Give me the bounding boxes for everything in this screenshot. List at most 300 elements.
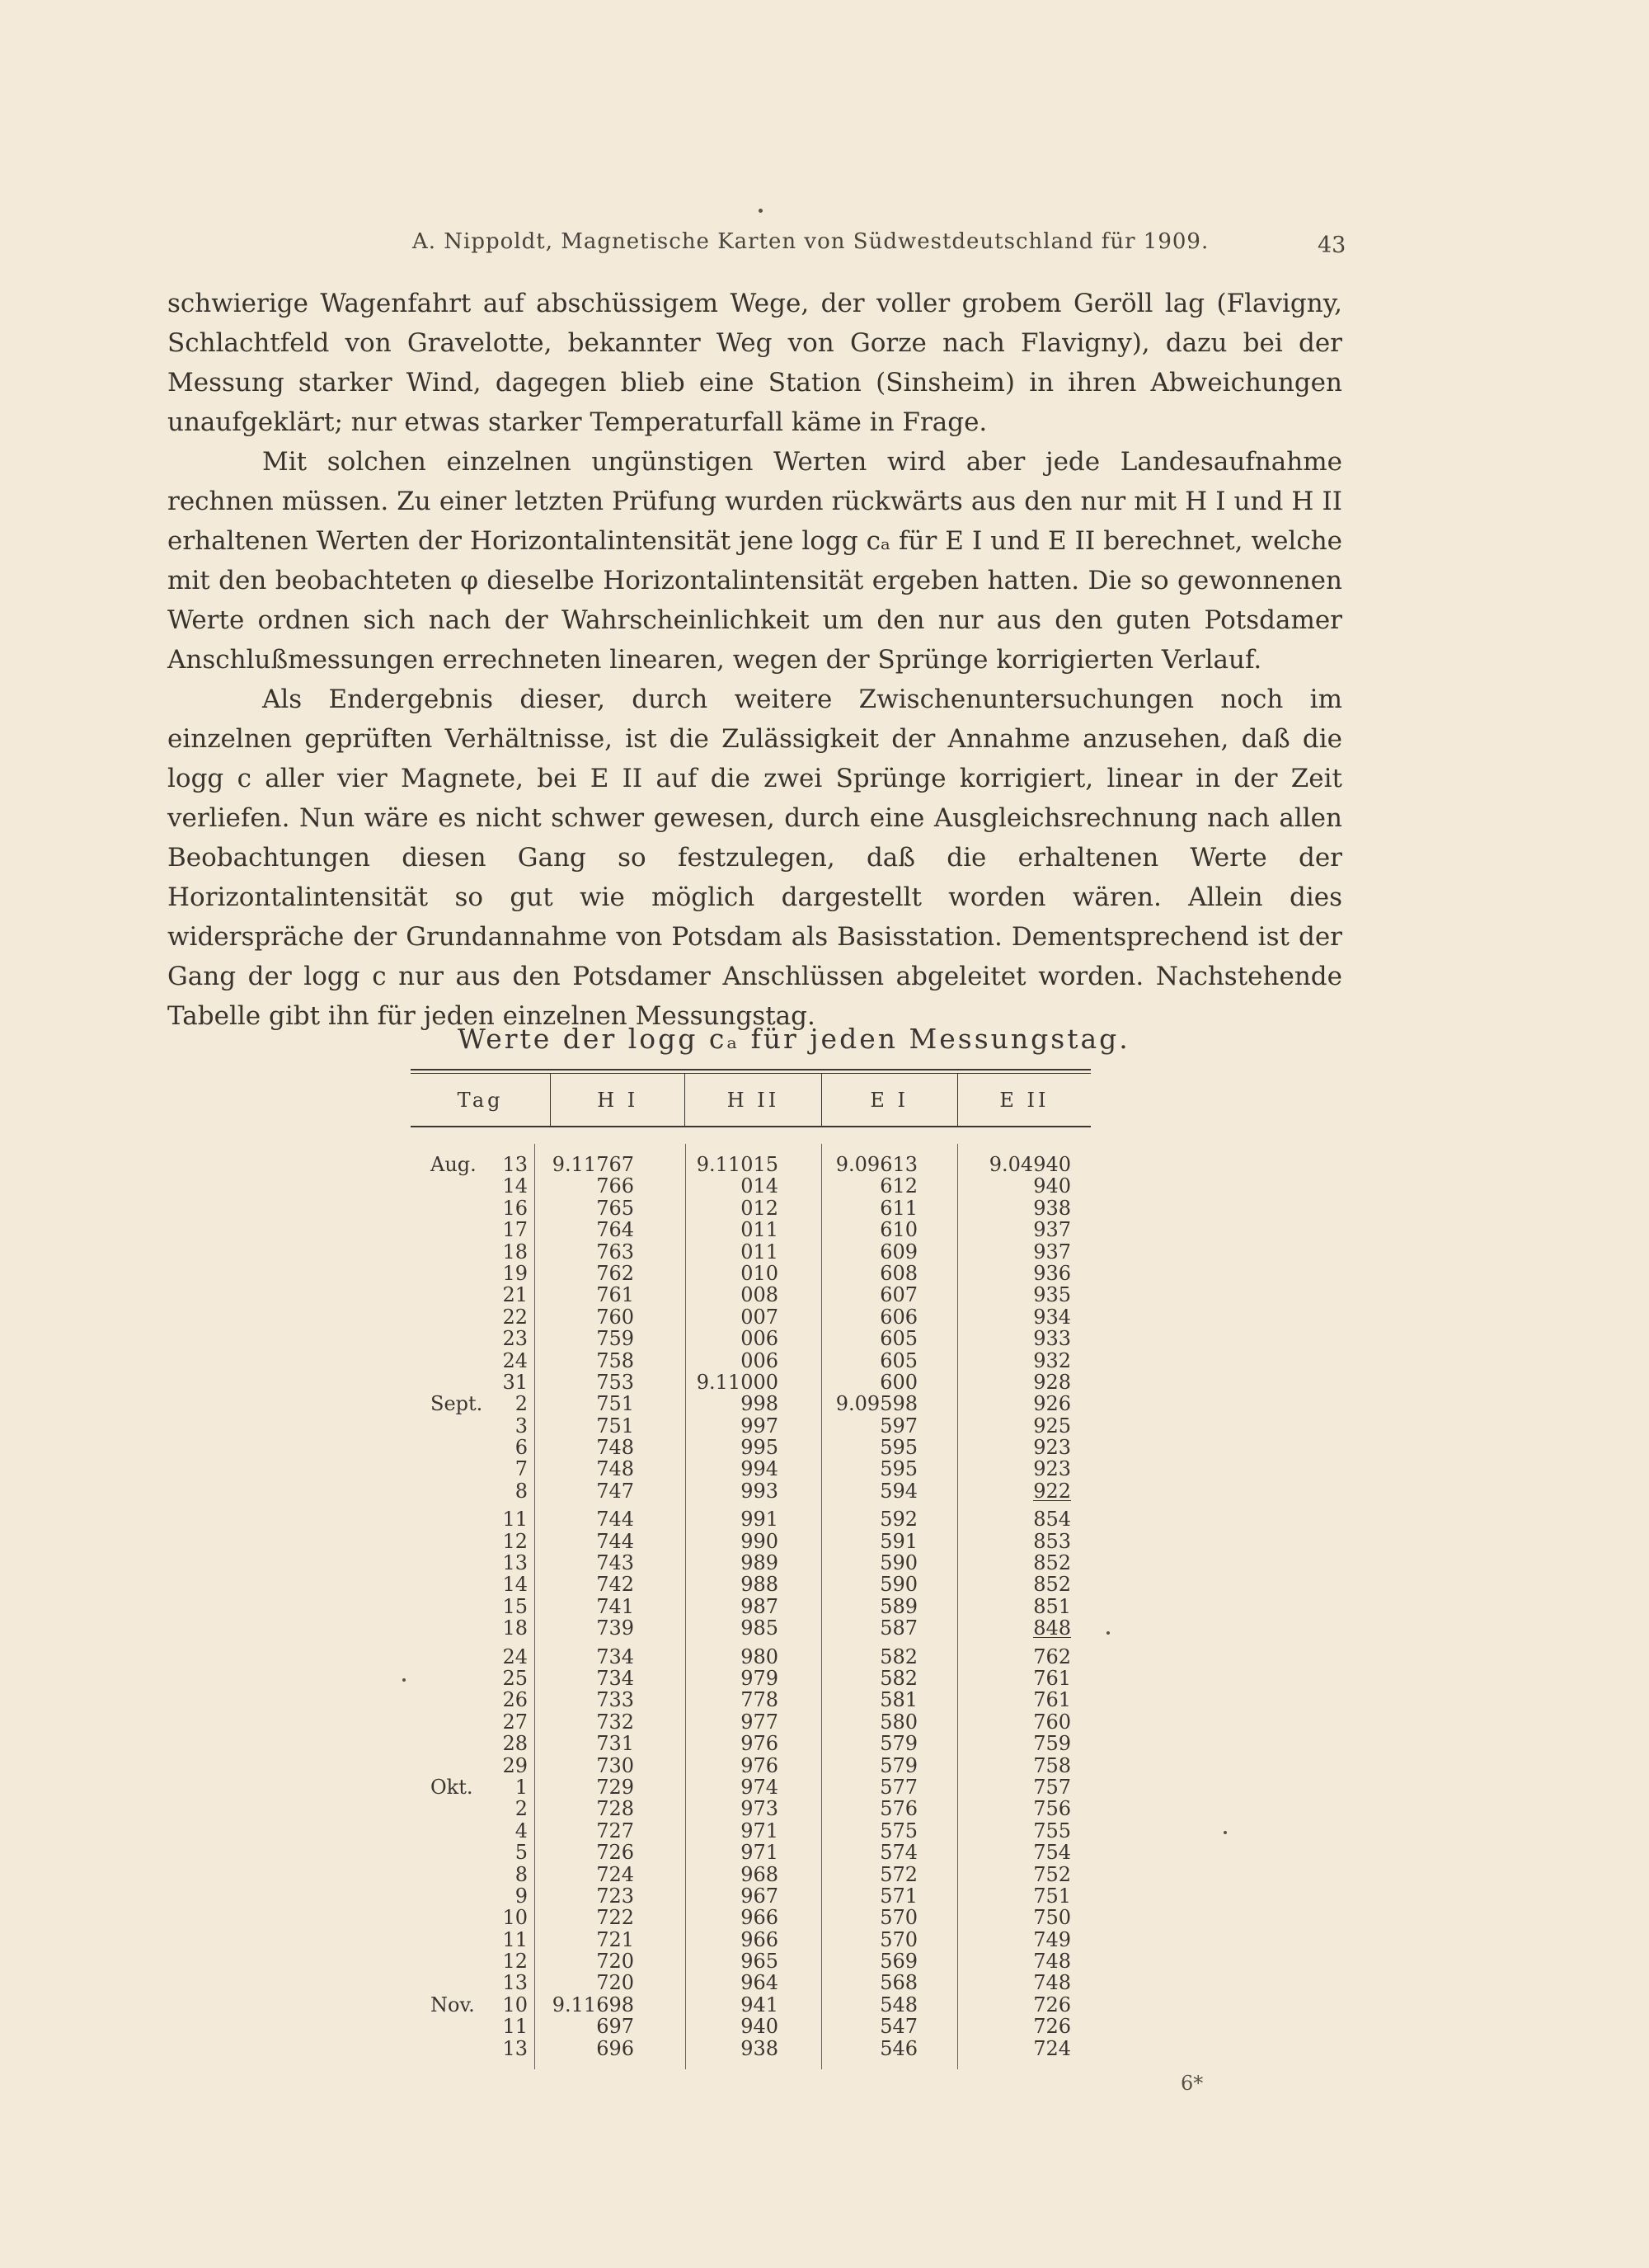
value-cell: 721 <box>596 1927 634 1951</box>
value-cell: 998 <box>740 1392 778 1416</box>
value-cell: 987 <box>740 1594 778 1618</box>
table-row <box>411 1617 1091 1639</box>
day-cell: 8 <box>514 1862 528 1886</box>
table-row <box>411 1596 1091 1617</box>
data-table <box>411 1069 1091 2059</box>
value-cell: 730 <box>596 1753 634 1777</box>
value-cell: 720 <box>596 1950 634 1974</box>
value-cell: 590 <box>880 1551 918 1575</box>
month-cell <box>411 1711 485 1733</box>
month-cell <box>411 1842 485 1863</box>
table-row <box>411 1306 1091 1328</box>
value-cell: 727 <box>596 1819 634 1842</box>
table-row <box>411 1711 1091 1733</box>
value-cell: 569 <box>880 1950 918 1974</box>
day-cell: 13 <box>502 1971 528 1995</box>
value-cell: 853 <box>1033 1529 1071 1553</box>
day-cell: 15 <box>502 1594 528 1618</box>
value-cell: 980 <box>740 1645 778 1668</box>
value-cell: 971 <box>740 1819 778 1842</box>
value-cell: 974 <box>740 1775 778 1799</box>
month-cell <box>411 1820 485 1842</box>
table-row <box>411 1733 1091 1754</box>
value-cell: 757 <box>1033 1775 1071 1799</box>
table-row <box>411 2038 1091 2059</box>
value-cell: 778 <box>740 1688 778 1712</box>
value-cell: 577 <box>880 1775 918 1799</box>
day-cell: 17 <box>502 1218 528 1242</box>
ink-speck <box>1224 1831 1227 1834</box>
value-cell: 755 <box>1033 1819 1071 1842</box>
value-cell: 940 <box>740 2015 778 2039</box>
day-cell: 9 <box>514 1884 528 1908</box>
month-cell <box>411 1350 485 1372</box>
value-cell: 546 <box>880 2036 918 2060</box>
month-cell <box>411 1689 485 1710</box>
value-cell: 9.11698 <box>552 1993 634 2016</box>
month-cell <box>411 1885 485 1907</box>
value-cell: 597 <box>880 1414 918 1437</box>
value-cell: 754 <box>1033 1841 1071 1865</box>
value-cell: 582 <box>880 1666 918 1690</box>
value-cell: 937 <box>1033 1240 1071 1263</box>
value-cell: 571 <box>880 1884 918 1908</box>
value-cell: 579 <box>880 1732 918 1756</box>
value-cell: 762 <box>596 1261 634 1285</box>
day-cell: 2 <box>514 1797 528 1821</box>
value-cell: 607 <box>880 1283 918 1307</box>
value-cell: 580 <box>880 1710 918 1734</box>
value-cell: 007 <box>740 1305 778 1329</box>
value-cell: 726 <box>596 1841 634 1865</box>
day-cell: 24 <box>502 1645 528 1668</box>
value-cell: 751 <box>1033 1884 1071 1908</box>
value-cell: 968 <box>740 1862 778 1886</box>
table-row <box>411 1350 1091 1372</box>
value-cell: 938 <box>1033 1196 1071 1220</box>
value-cell: 764 <box>596 1218 634 1242</box>
day-cell: 27 <box>502 1710 528 1734</box>
value-cell: 723 <box>596 1884 634 1908</box>
day-cell: 7 <box>514 1457 528 1481</box>
column-header-tag: Tag <box>457 1088 504 1112</box>
day-cell: 6 <box>514 1436 528 1460</box>
value-cell: 976 <box>740 1732 778 1756</box>
month-cell: Okt. <box>430 1775 473 1799</box>
value-cell: 570 <box>880 1906 918 1930</box>
month-cell <box>411 1596 485 1617</box>
month-cell <box>411 1480 485 1502</box>
value-cell: 973 <box>740 1797 778 1821</box>
value-cell: 971 <box>740 1841 778 1865</box>
month-cell <box>411 1284 485 1306</box>
value-cell: 964 <box>740 1971 778 1995</box>
value-cell: 9.11000 <box>696 1370 778 1394</box>
value-cell: 748 <box>1033 1950 1071 1974</box>
table-row <box>411 1776 1091 1798</box>
table-row <box>411 1458 1091 1480</box>
value-cell: 995 <box>740 1436 778 1460</box>
value-cell: 967 <box>740 1884 778 1908</box>
value-cell: 928 <box>1033 1370 1071 1394</box>
day-cell: 4 <box>514 1819 528 1842</box>
month-cell <box>411 1668 485 1689</box>
table-row <box>411 1972 1091 1993</box>
month-cell <box>411 1972 485 1993</box>
value-cell: 594 <box>880 1479 918 1503</box>
month-cell <box>411 1864 485 1885</box>
value-cell: 733 <box>596 1688 634 1712</box>
value-cell: 752 <box>1033 1862 1071 1886</box>
day-cell: 11 <box>502 2015 528 2039</box>
day-cell: 14 <box>502 1174 528 1198</box>
value-cell: 605 <box>880 1348 918 1372</box>
value-cell: 762 <box>1033 1645 1071 1668</box>
value-cell: 006 <box>740 1348 778 1372</box>
value-cell: 743 <box>596 1551 634 1575</box>
day-cell: 11 <box>502 1508 528 1532</box>
month-cell <box>411 1306 485 1328</box>
table-row <box>411 1219 1091 1240</box>
value-cell: 720 <box>596 1971 634 1995</box>
value-cell: 9.04940 <box>989 1153 1071 1176</box>
value-cell: 748 <box>596 1457 634 1481</box>
running-head: A. Nippoldt, Magnetische Karten von Südwestdeutschland für 1909. <box>412 229 1210 254</box>
table-row <box>411 1842 1091 1863</box>
value-cell: 014 <box>740 1174 778 1198</box>
ink-speck <box>759 209 763 213</box>
value-cell: 758 <box>596 1348 634 1372</box>
value-cell: 989 <box>740 1551 778 1575</box>
day-cell: 24 <box>502 1348 528 1372</box>
paragraph: schwierige Wagenfahrt auf abschüssigem Wege, der voller grobem Geröll lag (Flavigny, Schlachtfeld von Gravelotte, bekannter Weg von Gorze nach Flavigny), dazu bei der Messung starker Wind, dagegen blieb eine Station (Sinsheim) in ihren Abweichungen unaufgeklärt; nur etwas starker Temperaturfall käme in Frage. <box>167 289 1342 437</box>
table-row <box>411 1552 1091 1574</box>
value-cell: 744 <box>596 1508 634 1532</box>
month-cell <box>411 1328 485 1349</box>
month-cell <box>411 1415 485 1437</box>
value-cell: 011 <box>740 1218 778 1242</box>
value-cell: 582 <box>880 1645 918 1668</box>
value-cell: 935 <box>1033 1283 1071 1307</box>
month-cell <box>411 1950 485 1972</box>
value-cell: 985 <box>740 1616 778 1640</box>
table-row <box>411 1820 1091 1842</box>
value-cell: 763 <box>596 1240 634 1263</box>
value-cell: 991 <box>740 1508 778 1532</box>
month-cell <box>411 1219 485 1240</box>
sheet-signature: 6* <box>1181 2072 1204 2095</box>
value-cell: 938 <box>740 2036 778 2060</box>
value-cell: 724 <box>596 1862 634 1886</box>
value-cell: 605 <box>880 1327 918 1351</box>
value-cell: 748 <box>1033 1971 1071 1995</box>
value-cell: 753 <box>596 1370 634 1394</box>
month-cell <box>411 1458 485 1480</box>
value-cell: 734 <box>596 1666 634 1690</box>
value-cell: 761 <box>596 1283 634 1307</box>
value-cell: 9.09613 <box>835 1153 918 1176</box>
value-cell: 940 <box>1033 1174 1071 1198</box>
value-cell: 966 <box>740 1906 778 1930</box>
value-cell: 756 <box>1033 1797 1071 1821</box>
body-text <box>167 284 1342 1036</box>
table-body <box>411 1127 1091 2059</box>
table-row <box>411 1328 1091 1349</box>
table-row <box>411 1646 1091 1668</box>
day-cell: 22 <box>502 1305 528 1329</box>
value-cell: 934 <box>1033 1305 1071 1329</box>
value-cell: 568 <box>880 1971 918 1995</box>
value-cell: 976 <box>740 1753 778 1777</box>
value-cell: 600 <box>880 1370 918 1394</box>
day-cell: 13 <box>502 1551 528 1575</box>
day-cell: 26 <box>502 1688 528 1712</box>
value-cell: 9.09598 <box>835 1392 918 1416</box>
month-cell <box>411 1798 485 1819</box>
value-cell-e2 <box>957 1617 1091 1639</box>
value-cell: 854 <box>1033 1508 1071 1532</box>
table-row <box>411 1864 1091 1885</box>
table-header-row <box>411 1074 1091 1127</box>
day-cell: 2 <box>514 1392 528 1416</box>
value-cell: 923 <box>1033 1436 1071 1460</box>
value-cell: 008 <box>740 1283 778 1307</box>
value-cell: 994 <box>740 1457 778 1481</box>
value-cell: 006 <box>740 1327 778 1351</box>
day-cell: 8 <box>514 1479 528 1503</box>
month-cell <box>411 1907 485 1928</box>
day-cell: 28 <box>502 1732 528 1756</box>
underlined-value: 922 <box>1033 1479 1071 1503</box>
table-row <box>411 1393 1091 1414</box>
day-cell: 14 <box>502 1573 528 1597</box>
table-row <box>411 1154 1091 1175</box>
month-cell <box>411 1241 485 1263</box>
paragraph: Mit solchen einzelnen ungünstigen Werten wird aber jede Landesaufnahme rechnen müssen. Zu einer letzten Prüfung wurden rückwärts aus den nur mit H I und H II erhaltenen Werten der Horizontalintensität jene logg cₐ für E I und E II berechnet, welche mit den beobachteten φ dieselbe Horizontalintensität ergeben hatten. Die so gewonnenen Werte ordnen sich nach der Wahrscheinlichkeit um den nur aus den guten Potsdamer Anschlußmessungen errechneten linearen, wegen der Sprünge korrigierten Verlauf. <box>167 447 1342 675</box>
column-divider <box>957 1144 958 2069</box>
month-cell <box>411 1198 485 1219</box>
table-title: Werte der logg cₐ für jeden Messungstag. <box>458 1023 1130 1055</box>
month-cell <box>411 1372 485 1393</box>
table-row <box>411 1798 1091 1819</box>
value-cell: 722 <box>596 1906 634 1930</box>
column-header-h2: H II <box>684 1074 820 1126</box>
month-cell <box>411 1733 485 1754</box>
column-header-e2: E II <box>957 1074 1091 1126</box>
value-cell: 751 <box>596 1392 634 1416</box>
ink-speck <box>402 1678 406 1682</box>
month-cell <box>411 1508 485 1530</box>
value-cell: 933 <box>1033 1327 1071 1351</box>
day-cell: 12 <box>502 1950 528 1974</box>
month-cell <box>411 1263 485 1284</box>
value-cell: 932 <box>1033 1348 1071 1372</box>
column-divider <box>534 1144 535 2069</box>
value-cell: 988 <box>740 1573 778 1597</box>
month-cell <box>411 1617 485 1639</box>
value-cell: 941 <box>740 1993 778 2016</box>
value-cell: 990 <box>740 1529 778 1553</box>
day-cell: 31 <box>502 1370 528 1394</box>
value-cell: 993 <box>740 1479 778 1503</box>
table-row <box>411 1929 1091 1950</box>
value-cell: 010 <box>740 1261 778 1285</box>
month-cell: Nov. <box>430 1993 475 2016</box>
value-cell: 696 <box>596 2036 634 2060</box>
value-cell: 966 <box>740 1927 778 1951</box>
table-row <box>411 1531 1091 1552</box>
value-cell: 589 <box>880 1594 918 1618</box>
value-cell: 570 <box>880 1927 918 1951</box>
value-cell: 742 <box>596 1573 634 1597</box>
month-cell <box>411 1531 485 1552</box>
table-row <box>411 1950 1091 1972</box>
value-cell: 611 <box>880 1196 918 1220</box>
day-cell: 10 <box>502 1906 528 1930</box>
table-row <box>411 1372 1091 1393</box>
table-row <box>411 1198 1091 1219</box>
table-row <box>411 1994 1091 2016</box>
value-cell: 732 <box>596 1710 634 1734</box>
month-cell <box>411 2038 485 2059</box>
value-cell: 925 <box>1033 1414 1071 1437</box>
value-cell: 731 <box>596 1732 634 1756</box>
value-cell: 697 <box>596 2015 634 2039</box>
underlined-value: 848 <box>1033 1616 1071 1640</box>
table-row <box>411 1175 1091 1197</box>
value-cell: 734 <box>596 1645 634 1668</box>
value-cell: 926 <box>1033 1392 1071 1416</box>
value-cell: 852 <box>1033 1551 1071 1575</box>
page-number: 43 <box>1318 233 1346 258</box>
month-cell: Sept. <box>430 1392 483 1416</box>
value-cell: 965 <box>740 1950 778 1974</box>
paragraph: Als Endergebnis dieser, durch weitere Zwischenuntersuchungen noch im einzelnen geprüften Verhältnisse, ist die Zulässigkeit der Annahme anzusehen, daß die logg c aller vier Magnete, bei E II auf die zwei Sprünge korrigiert, linear in der Zeit verliefen. Nun wäre es nicht schwer gewesen, durch eine Ausgleichsrechnung nach allen Beobachtungen diesen Gang so festzulegen, daß die erhaltenen Werte der Horizontalintensität so gut wie möglich dargestellt worden wären. Allein dies widerspräche der Grundannahme von Potsdam als Basisstation. Dementsprechend ist der Gang der logg c nur aus den Potsdamer Anschlüssen abgeleitet worden. Nachstehende Tabelle gibt ihn für jeden einzelnen Messungstag. <box>167 685 1342 1031</box>
table-row <box>411 1437 1091 1458</box>
table-row <box>411 1574 1091 1595</box>
value-cell: 760 <box>1033 1710 1071 1734</box>
value-cell: 936 <box>1033 1261 1071 1285</box>
column-header-h1: H I <box>550 1074 684 1126</box>
value-cell: 741 <box>596 1594 634 1618</box>
value-cell: 997 <box>740 1414 778 1437</box>
value-cell: 759 <box>1033 1732 1071 1756</box>
value-cell: 977 <box>740 1710 778 1734</box>
value-cell: 761 <box>1033 1666 1071 1690</box>
value-cell: 574 <box>880 1841 918 1865</box>
month-cell <box>411 1646 485 1668</box>
value-cell: 576 <box>880 1797 918 1821</box>
month-cell <box>411 1929 485 1950</box>
value-cell: 766 <box>596 1174 634 1198</box>
value-cell: 9.11767 <box>552 1153 634 1176</box>
month-cell <box>411 1437 485 1458</box>
table-row <box>411 1689 1091 1710</box>
value-cell: 579 <box>880 1753 918 1777</box>
day-cell: 10 <box>502 1993 528 2016</box>
value-cell: 587 <box>880 1616 918 1640</box>
value-cell: 548 <box>880 1993 918 2016</box>
value-cell: 729 <box>596 1775 634 1799</box>
value-cell: 011 <box>740 1240 778 1263</box>
month-cell <box>411 2016 485 2037</box>
value-cell: 606 <box>880 1305 918 1329</box>
value-cell: 851 <box>1033 1594 1071 1618</box>
value-cell: 750 <box>1033 1906 1071 1930</box>
value-cell: 749 <box>1033 1927 1071 1951</box>
value-cell: 726 <box>1033 1993 1071 2016</box>
day-cell: 5 <box>514 1841 528 1865</box>
day-cell: 19 <box>502 1261 528 1285</box>
day-cell: 1 <box>514 1775 528 1799</box>
value-cell: 591 <box>880 1529 918 1553</box>
day-cell: 16 <box>502 1196 528 1220</box>
day-cell: 25 <box>502 1666 528 1690</box>
day-cell: 18 <box>502 1240 528 1263</box>
table-row <box>411 2016 1091 2037</box>
month-cell <box>411 1175 485 1197</box>
value-cell: 758 <box>1033 1753 1071 1777</box>
table-row <box>411 1241 1091 1263</box>
value-cell: 765 <box>596 1196 634 1220</box>
value-cell: 923 <box>1033 1457 1071 1481</box>
value-cell: 595 <box>880 1457 918 1481</box>
value-cell: 751 <box>596 1414 634 1437</box>
table-row <box>411 1885 1091 1907</box>
value-cell: 744 <box>596 1529 634 1553</box>
day-cell: 3 <box>514 1414 528 1437</box>
day-cell: 21 <box>502 1283 528 1307</box>
month-cell <box>411 1755 485 1776</box>
value-cell: 739 <box>596 1616 634 1640</box>
value-cell: 726 <box>1033 2015 1071 2039</box>
day-cell: 13 <box>502 2036 528 2060</box>
value-cell: 012 <box>740 1196 778 1220</box>
value-cell: 852 <box>1033 1573 1071 1597</box>
value-cell: 979 <box>740 1666 778 1690</box>
value-cell: 937 <box>1033 1218 1071 1242</box>
column-divider <box>685 1144 686 2069</box>
value-cell: 572 <box>880 1862 918 1886</box>
month-cell <box>411 1552 485 1574</box>
day-cell: 13 <box>502 1153 528 1176</box>
value-cell: 609 <box>880 1240 918 1263</box>
value-cell: 724 <box>1033 2036 1071 2060</box>
day-cell: 18 <box>502 1616 528 1640</box>
value-cell: 612 <box>880 1174 918 1198</box>
value-cell: 761 <box>1033 1688 1071 1712</box>
value-cell: 760 <box>596 1305 634 1329</box>
month-cell: Aug. <box>430 1153 477 1176</box>
value-cell: 610 <box>880 1218 918 1242</box>
day-cell: 11 <box>502 1927 528 1951</box>
table-row <box>411 1755 1091 1776</box>
value-cell: 759 <box>596 1327 634 1351</box>
day-cell: 12 <box>502 1529 528 1553</box>
table-row <box>411 1508 1091 1530</box>
day-cell: 23 <box>502 1327 528 1351</box>
column-divider <box>821 1144 822 2069</box>
value-cell: 592 <box>880 1508 918 1532</box>
table-row <box>411 1284 1091 1306</box>
value-cell-e2 <box>957 1480 1091 1502</box>
day-cell: 29 <box>502 1753 528 1777</box>
value-cell: 9.11015 <box>696 1153 778 1176</box>
value-cell: 728 <box>596 1797 634 1821</box>
value-cell: 547 <box>880 2015 918 2039</box>
table-row <box>411 1415 1091 1437</box>
table-row <box>411 1263 1091 1284</box>
